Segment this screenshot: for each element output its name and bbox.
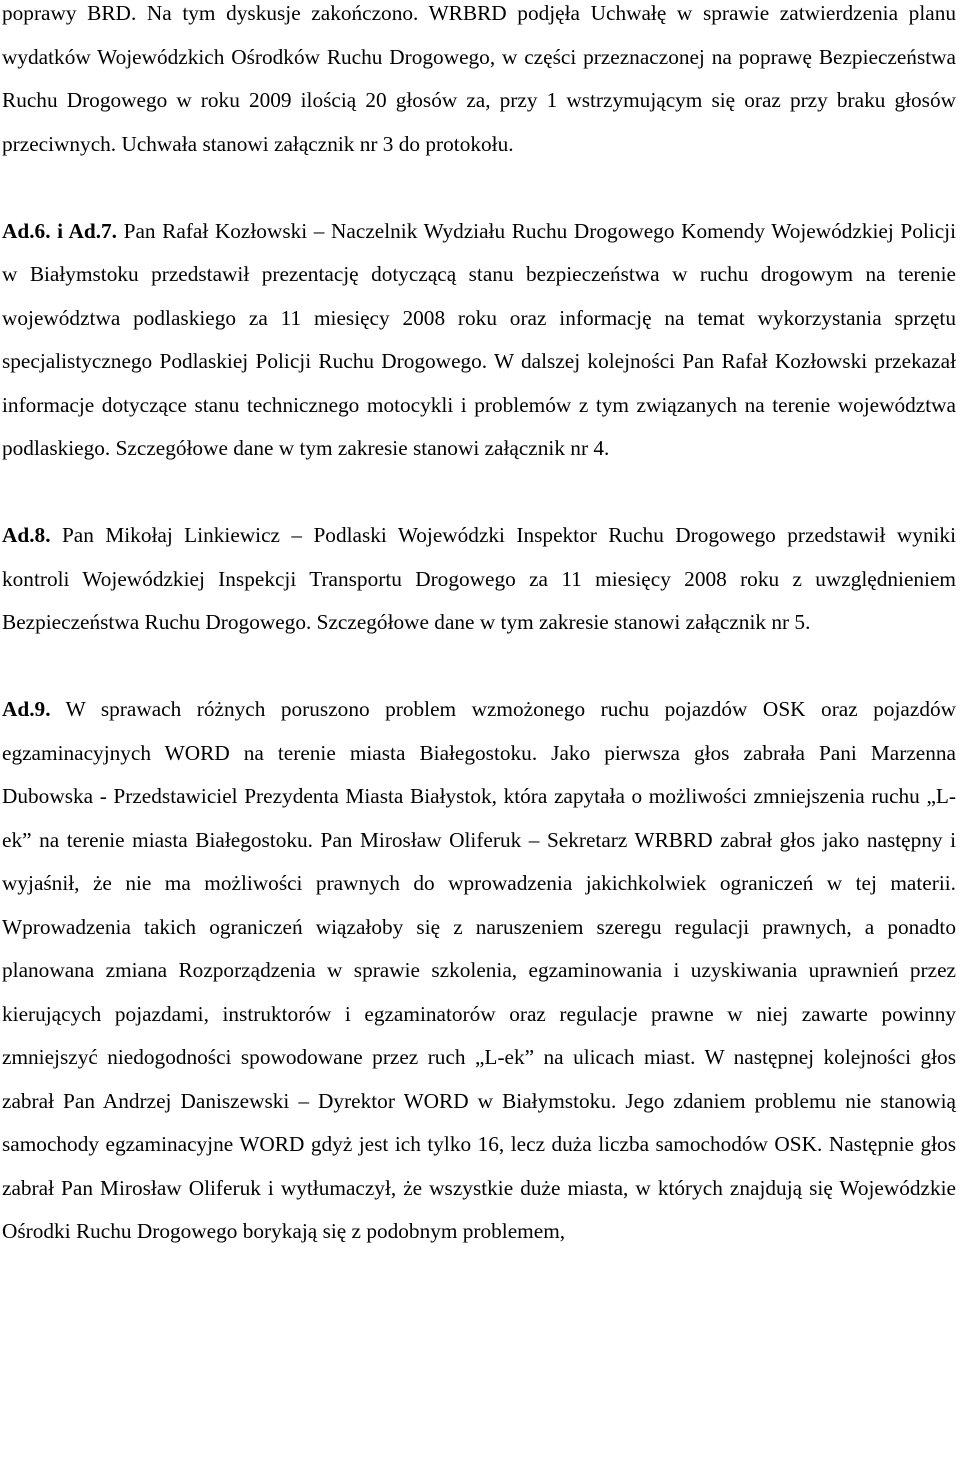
agenda-item-label: Ad.8. (2, 523, 51, 547)
paragraph-text: W sprawach różnych poruszono problem wzmożonego ruchu pojazdów OSK oraz pojazdów egzaminacyjnych WORD na terenie miasta Białegostoku. Jako pierwsza głos zabrała Pani Marzenna Dubowska - Przedstawiciel Prezydenta Miasta Białystok, która zapytała o możliwości zmniejszenia ruchu „L-ek” na terenie miasta Białegostoku. Pan Mirosław Oliferuk – Sekretarz WRBRD zabrał głos jako następny i wyjaśnił, że nie ma możliwości prawnych do wprowadzenia jakichkolwiek ograniczeń w tej materii. Wprowadzenia takich ograniczeń wiązałoby się z naruszeniem szeregu regulacji prawnych, a ponadto planowana zmiana Rozporządzenia w sprawie szkolenia, egzaminowania i uzyskiwania uprawnień przez kierujących pojazdami, instruktorów i egzaminatorów oraz regulacje prawne w niej zawarte powinny zmniejszyć niedogodności spowodowane przez ruch „L-ek” na ulicach miast. W następnej kolejności głos zabrał Pan Andrzej Daniszewski – Dyrektor WORD w Białymstoku. Jego zdaniem problemu nie stanowią samochody egzaminacyjne WORD gdyż jest ich tylko 16, lecz duża liczba samochodów OSK. Następnie głos zabrał Pan Mirosław Oliferuk i wytłumaczył, że wszystkie duże miasta, w których znajdują się Wojewódzkie Ośrodki Ruchu Drogowego borykają się z podobnym problemem, (2, 697, 956, 1243)
paragraph-ad-8 (2, 514, 956, 645)
agenda-item-label: Ad.9. (2, 697, 51, 721)
paragraph-voting-result (2, 0, 956, 166)
document-page (2, 0, 956, 1254)
paragraph-text: poprawy BRD. Na tym dyskusje zakończono. WRBRD podjęła Uchwałę w sprawie zatwierdzenia planu wydatków Wojewódzkich Ośrodków Ruchu Drogowego, w części przeznaczonej na poprawę Bezpieczeństwa Ruchu Drogowego w roku 2009 ilością 20 głosów za, przy 1 wstrzymującym się oraz przy braku głosów przeciwnych. Uchwała stanowi załącznik nr 3 do protokołu. (2, 1, 956, 156)
paragraph-text: Pan Rafał Kozłowski – Naczelnik Wydziału Ruchu Drogowego Komendy Wojewódzkiej Policji w Białymstoku przedstawił prezentację dotyczącą stanu bezpieczeństwa w ruchu drogowym na terenie województwa podlaskiego za 11 miesięcy 2008 roku oraz informację na temat wykorzystania sprzętu specjalistycznego Podlaskiej Policji Ruchu Drogowego. W dalszej kolejności Pan Rafał Kozłowski przekazał informacje dotyczące stanu technicznego motocykli i problemów z tym związanych na terenie województwa podlaskiego. Szczegółowe dane w tym zakresie stanowi załącznik nr 4. (2, 218, 956, 460)
paragraph-text: Pan Mikołaj Linkiewicz – Podlaski Wojewódzki Inspektor Ruchu Drogowego przedstawił wyniki kontroli Wojewódzkiej Inspekcji Transportu Drogowego za 11 miesięcy 2008 roku z uwzględnieniem Bezpieczeństwa Ruchu Drogowego. Szczegółowe dane w tym zakresie stanowi załącznik nr 5. (2, 523, 956, 634)
paragraph-ad-6-7 (2, 210, 956, 471)
paragraph-ad-9 (2, 688, 956, 1254)
agenda-item-label: Ad.6. i Ad.7. (2, 218, 118, 243)
